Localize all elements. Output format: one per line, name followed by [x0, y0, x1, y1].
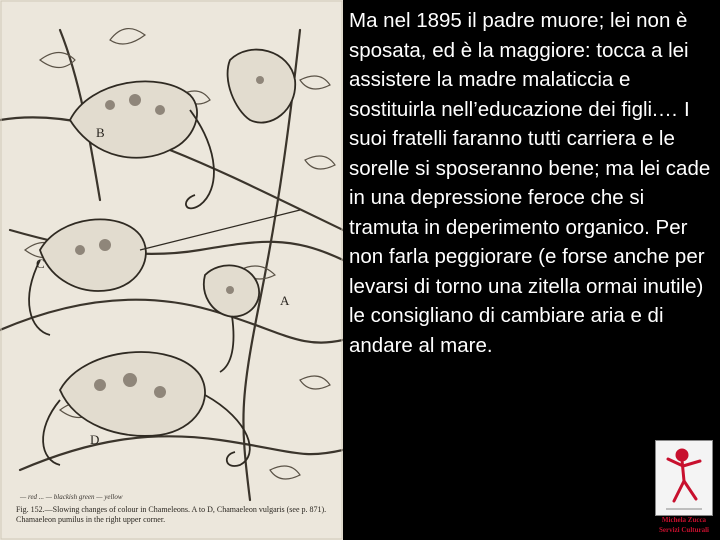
handwritten-note: — red ... — blackish green — yellow — [20, 493, 123, 501]
logo-caption-line1: Michela Zucca — [661, 516, 707, 524]
logo — [655, 440, 713, 516]
chameleon-b — [70, 81, 197, 157]
chameleon-upper-right — [228, 50, 296, 123]
body-text: Ma nel 1895 il padre muore; lei non è sposata, ed è la maggiore: tocca a lei assistere la madre malaticcia e sostituirla nell’educazione dei figli.… I suoi fratelli faranno tutti carriera e le sorelle si sposeranno bene; ma lei cade in una depressione feroce che si tramuta in deperimento organico. Per non farla peggiorare (e forse anche per levarsi di torno una zitella ormai inutile) le consigliano di cambiare aria e di andare al mare. — [349, 9, 711, 357]
logo-caption — [644, 515, 720, 535]
chameleon-d — [60, 352, 205, 436]
figure-caption: Fig. 152.—Slowing changes of colour in Chameleons. A to D, Chamaeleon vulgaris (see p. 871). Chamaeleon pumilus in the right upper corner. — [16, 505, 327, 524]
dancing-figure-icon — [656, 441, 712, 515]
branch-4 — [20, 436, 343, 470]
plate-label-c: C — [36, 256, 45, 271]
logo-caption-line2: Servizi Culturali — [659, 526, 709, 534]
chameleon-drawing — [0, 0, 343, 540]
plate-label-b: B — [96, 125, 105, 140]
plate-label-a: A — [280, 293, 290, 308]
chameleon-c — [40, 219, 146, 291]
plate-label-d: D — [90, 432, 100, 447]
branch-3 — [0, 300, 343, 343]
chameleon-illustration — [0, 0, 343, 540]
